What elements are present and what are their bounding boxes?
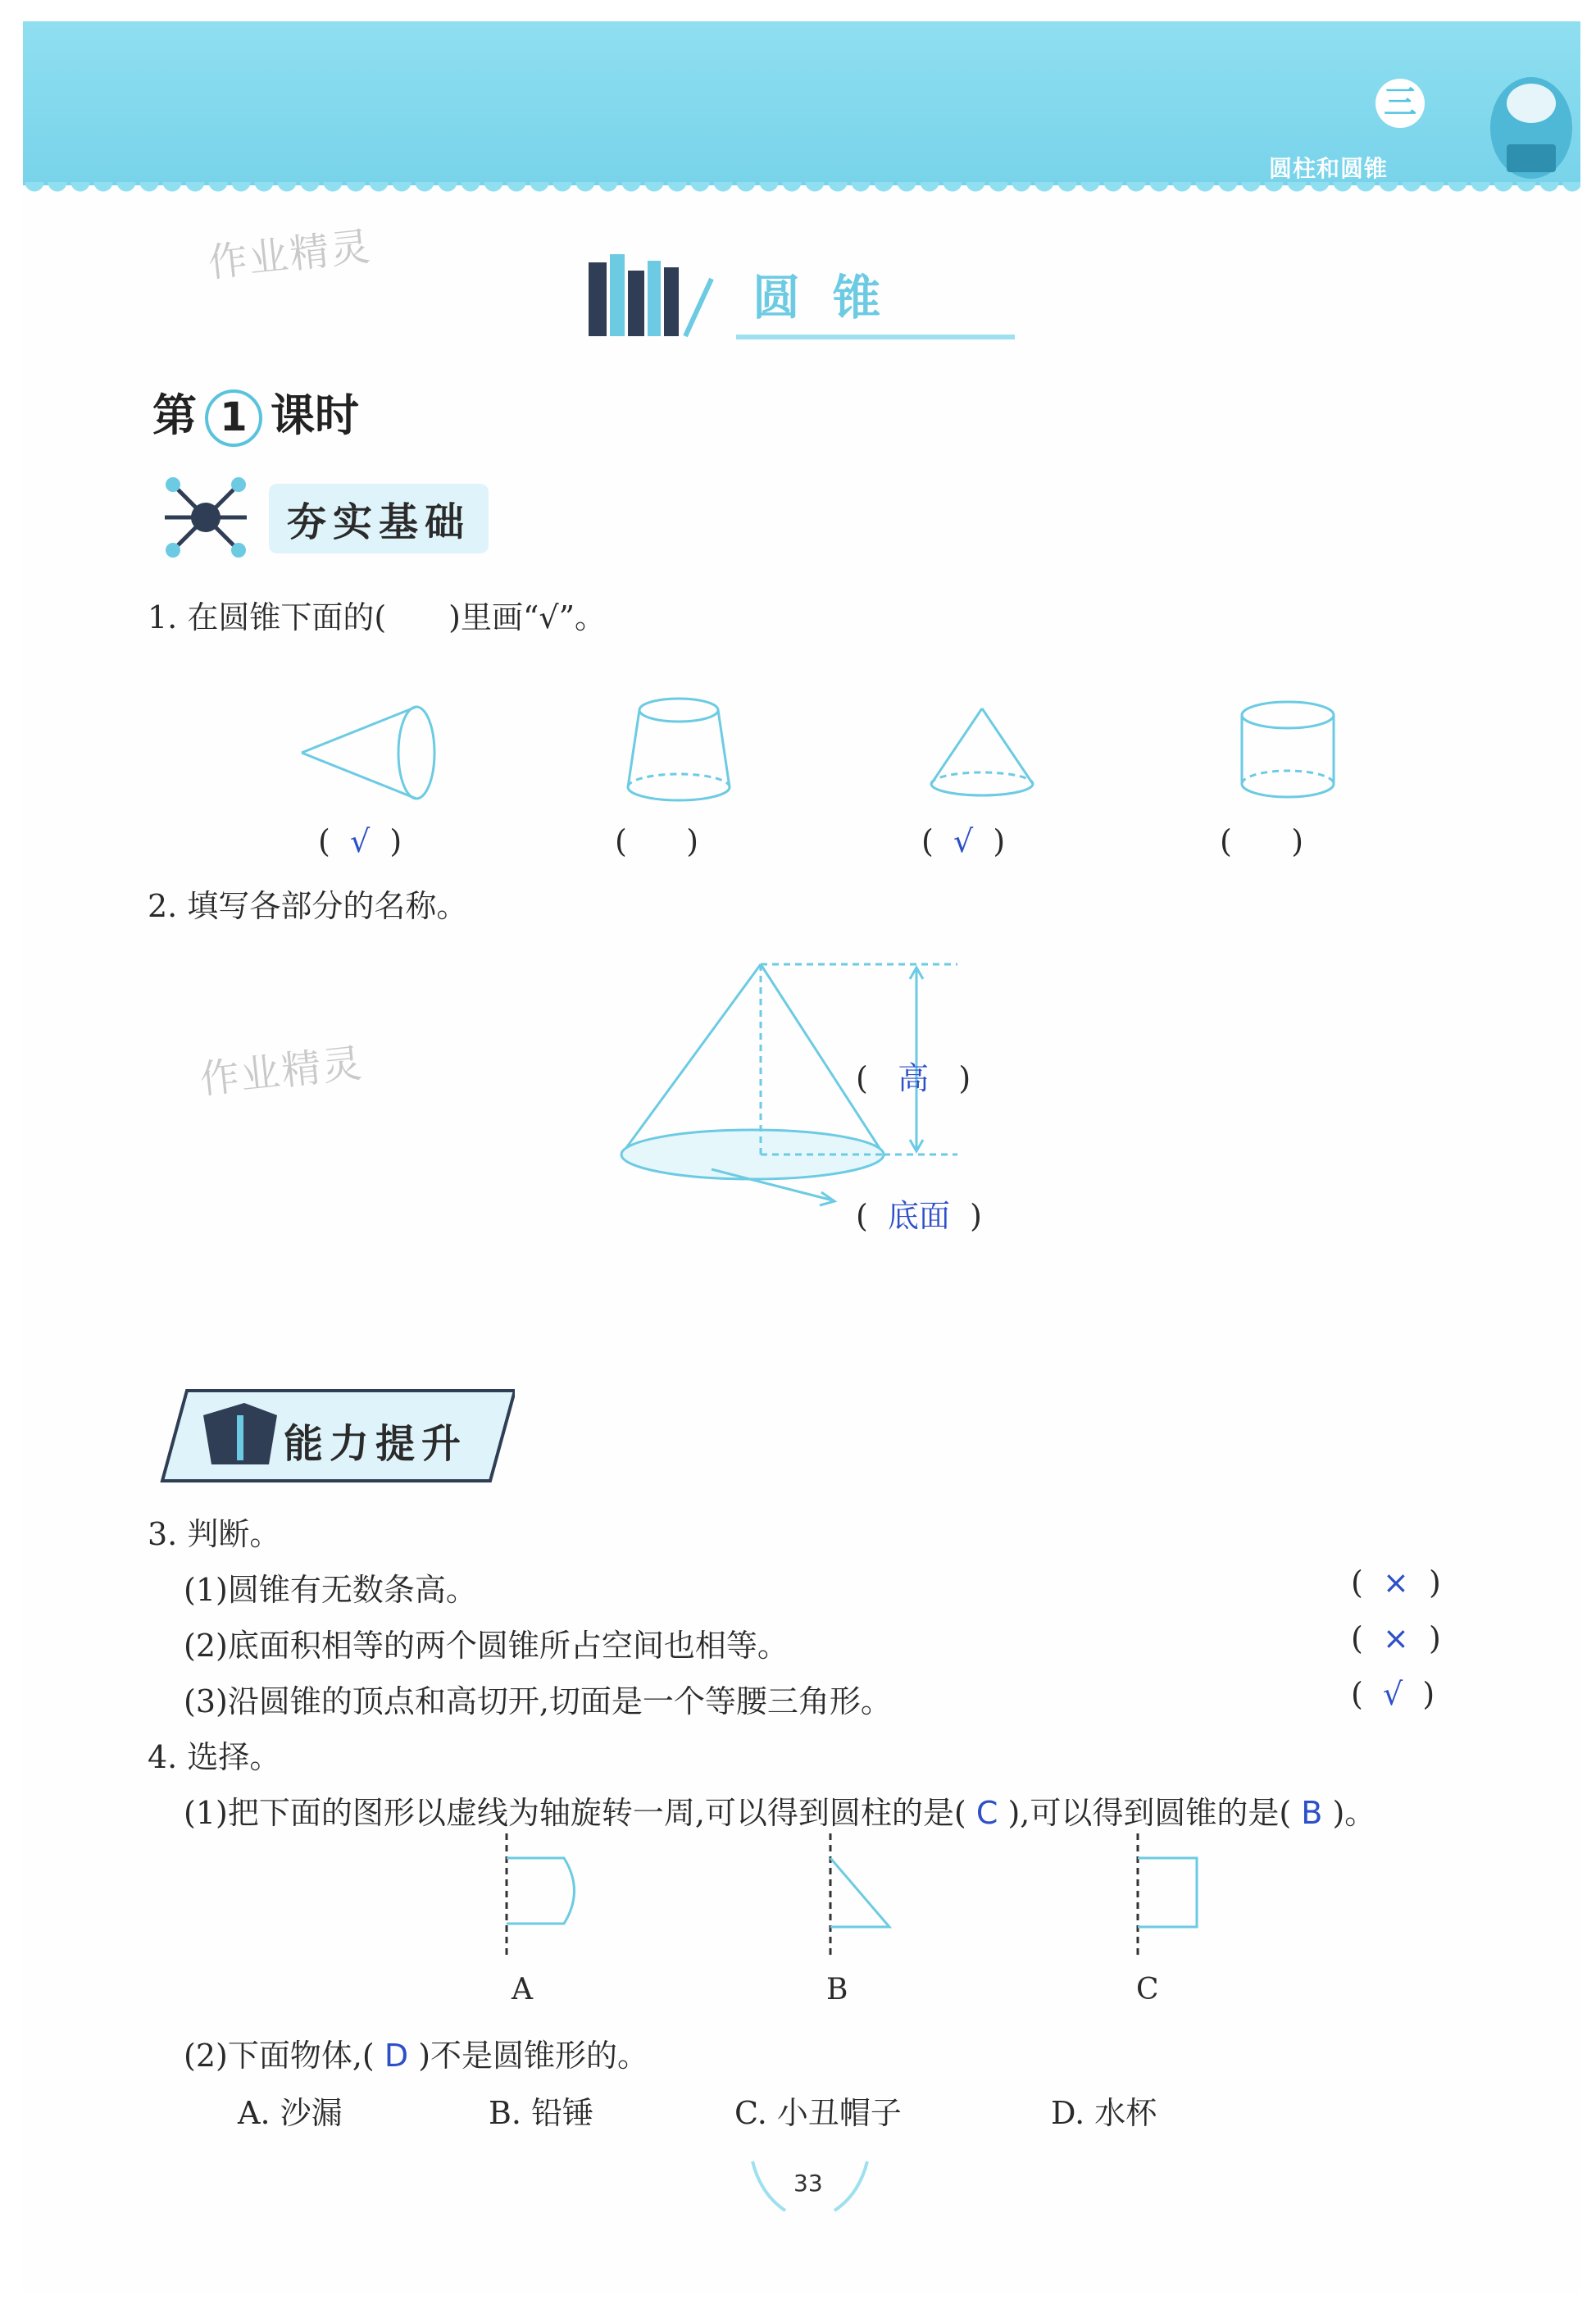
height-label-box: ( 高 )	[856, 1060, 971, 1096]
q3-answer-box: ( × )	[1351, 1564, 1441, 1601]
height-label: 高	[898, 1060, 930, 1096]
question-1: 1. 在圆锥下面的( )里画“√”。	[148, 599, 607, 635]
network-icon	[161, 472, 251, 562]
q4-answer-not-cone: D	[384, 2038, 409, 2074]
q4-answer-cylinder: C	[975, 1795, 998, 1831]
q3-answer: ×	[1382, 1620, 1409, 1656]
section-underline	[736, 335, 1015, 339]
question-2: 2. 填写各部分的名称。	[148, 888, 468, 924]
books-icon	[589, 246, 728, 344]
q1-shapes	[269, 677, 1416, 817]
question-4: 4. 选择。	[148, 1739, 281, 1775]
unit-number-badge: 三	[1375, 79, 1425, 128]
header-lace-border	[23, 182, 1580, 203]
q3-item: (3)沿圆锥的顶点和高切开,切面是一个等腰三角形。	[184, 1683, 892, 1719]
watermark: 作业精灵	[198, 1040, 366, 1104]
q1-answer-box: ( )	[615, 823, 699, 859]
option: C. 小丑帽子	[734, 2095, 902, 2131]
watermark: 作业精灵	[206, 223, 374, 287]
q1-answer-box: ( √ )	[921, 823, 1006, 859]
q3-answer-box: ( √ )	[1351, 1676, 1435, 1712]
option: B. 铅锤	[489, 2095, 594, 2131]
lesson-number: 1	[205, 389, 262, 447]
page-number: 33	[793, 2170, 823, 2197]
section-title: 圆锥	[753, 270, 914, 326]
badge-basic: 夯实基础	[269, 484, 489, 553]
badge-advanced: 能力提升	[284, 1421, 468, 1467]
q4-part-2-text-a: (2)下面物体,(	[184, 2038, 375, 2074]
base-label: 底面	[887, 1198, 950, 1234]
q4-part-1-text-c: )。	[1332, 1795, 1376, 1831]
mascot-icon	[1482, 38, 1580, 185]
q4-part-1-text-b: ),可以得到圆锥的是(	[1007, 1795, 1292, 1831]
shape-label: C	[1136, 1973, 1159, 2006]
q3-answer-box: ( × )	[1351, 1620, 1441, 1656]
unit-title: 圆柱和圆锥	[1269, 155, 1389, 182]
base-label-box: ( 底面 )	[856, 1198, 982, 1234]
q4-part-1-text-a: (1)把下面的图形以虚线为轴旋转一周,可以得到圆柱的是(	[184, 1795, 966, 1831]
question-3: 3. 判断。	[148, 1516, 281, 1552]
lesson-heading	[152, 380, 359, 447]
lesson-prefix: 第	[152, 389, 197, 441]
q4-part-2-text-b: )不是圆锥形的。	[418, 2038, 649, 2074]
option: D. 水杯	[1051, 2095, 1157, 2131]
workbook-page	[23, 21, 1580, 2293]
q3-answer: ×	[1382, 1564, 1409, 1601]
q1-answer-box: ( )	[1220, 823, 1304, 859]
shape-label: A	[512, 1973, 533, 2006]
q1-answer: √	[349, 823, 371, 859]
rotation-shapes	[466, 1825, 1269, 1965]
q3-answer: √	[1382, 1676, 1403, 1712]
q4-answer-cone: B	[1301, 1795, 1323, 1831]
q3-item: (1)圆锥有无数条高。	[184, 1572, 477, 1608]
q3-item: (2)底面积相等的两个圆锥所占空间也相等。	[184, 1628, 789, 1664]
q1-answer: √	[953, 823, 974, 859]
q1-answer-box: ( √ )	[318, 823, 402, 859]
shape-label: B	[826, 1973, 848, 2006]
lesson-suffix: 课时	[271, 389, 359, 441]
option: A. 沙漏	[238, 2095, 343, 2131]
q4-part-2	[184, 2030, 648, 2075]
